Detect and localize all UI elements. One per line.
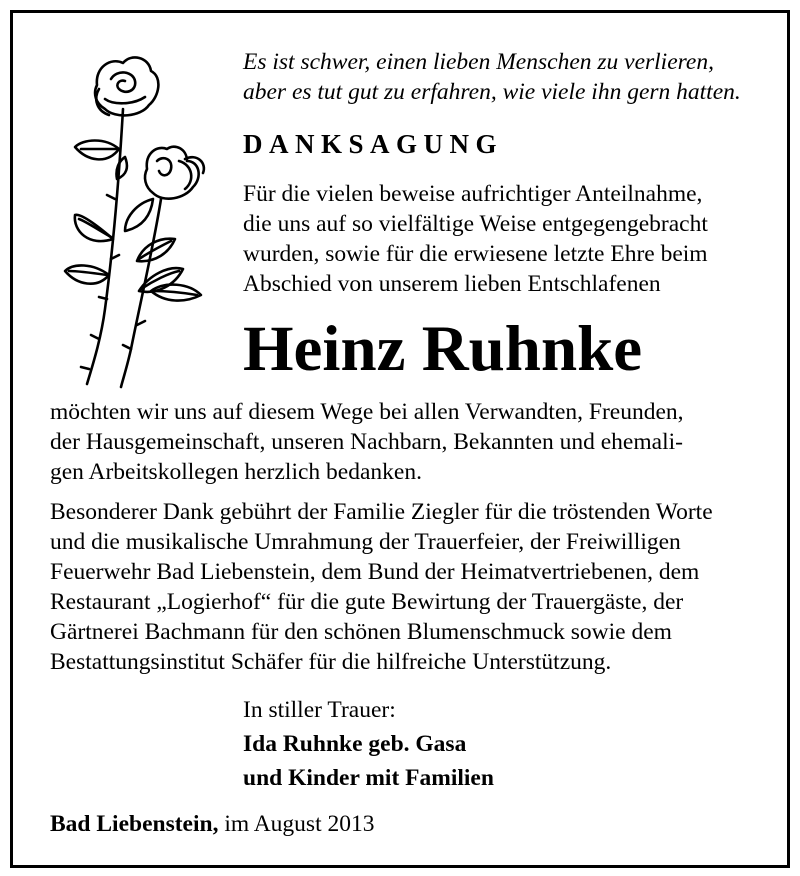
intro-line: Abschied von unserem lieben Entschlafenen <box>243 271 661 297</box>
quote-line: aber es tut gut zu erfahren, wie viele ihn gern hatten. <box>243 79 741 105</box>
paragraph-line: der Hausgemeinschaft, unseren Nachbarn, Bekannten und ehemali- <box>50 429 683 455</box>
special-thanks-paragraph <box>50 497 773 677</box>
paragraph-line: Gärtnerei Bachmann für den schönen Blumenschmuck sowie dem <box>50 619 672 645</box>
paragraph-line: Feuerwehr Bad Liebenstein, dem Bund der Heimatvertriebenen, dem <box>50 559 700 585</box>
signature-block <box>243 693 494 795</box>
paragraph-line: möchten wir uns auf diesem Wege bei allen Verwandten, Freunden, <box>50 399 684 425</box>
intro-line: die uns auf so vielfältige Weise entgegengebracht <box>243 211 708 237</box>
thanks-paragraph <box>50 397 773 487</box>
signature-name: Ida Ruhnke geb. Gasa <box>243 731 467 757</box>
place-date <box>50 809 375 839</box>
signature-intro: In stiller Trauer: <box>243 697 396 723</box>
paragraph-line: Bestattungsinstitut Schäfer für die hilfreiche Unterstützung. <box>50 649 612 675</box>
intro-line: wurden, sowie für die erwiesene letzte Ehre beim <box>243 241 708 267</box>
page-title: DANKSAGUNG <box>243 129 504 159</box>
quote <box>243 47 773 107</box>
paragraph-line: und die musikalische Umrahmung der Trauerfeier, der Freiwilligen <box>50 529 681 555</box>
intro-text <box>243 179 783 299</box>
deceased-name: Heinz Ruhnke <box>243 313 643 385</box>
notice-frame <box>10 10 790 868</box>
quote-line: Es ist schwer, einen lieben Menschen zu verlieren, <box>243 49 714 75</box>
rose-icon <box>53 49 223 389</box>
paragraph-line: gen Arbeitskollegen herzlich bedanken. <box>50 459 422 485</box>
place: Bad Liebenstein, <box>50 811 219 837</box>
date: im August 2013 <box>218 811 375 837</box>
intro-line: Für die vielen beweise aufrichtiger Anteilnahme, <box>243 181 703 207</box>
signature-family: und Kinder mit Familien <box>243 765 494 791</box>
paragraph-line: Besonderer Dank gebührt der Familie Ziegler für die tröstenden Worte <box>50 499 713 525</box>
paragraph-line: Restaurant „Logierhof“ für die gute Bewirtung der Trauergäste, der <box>50 589 684 615</box>
